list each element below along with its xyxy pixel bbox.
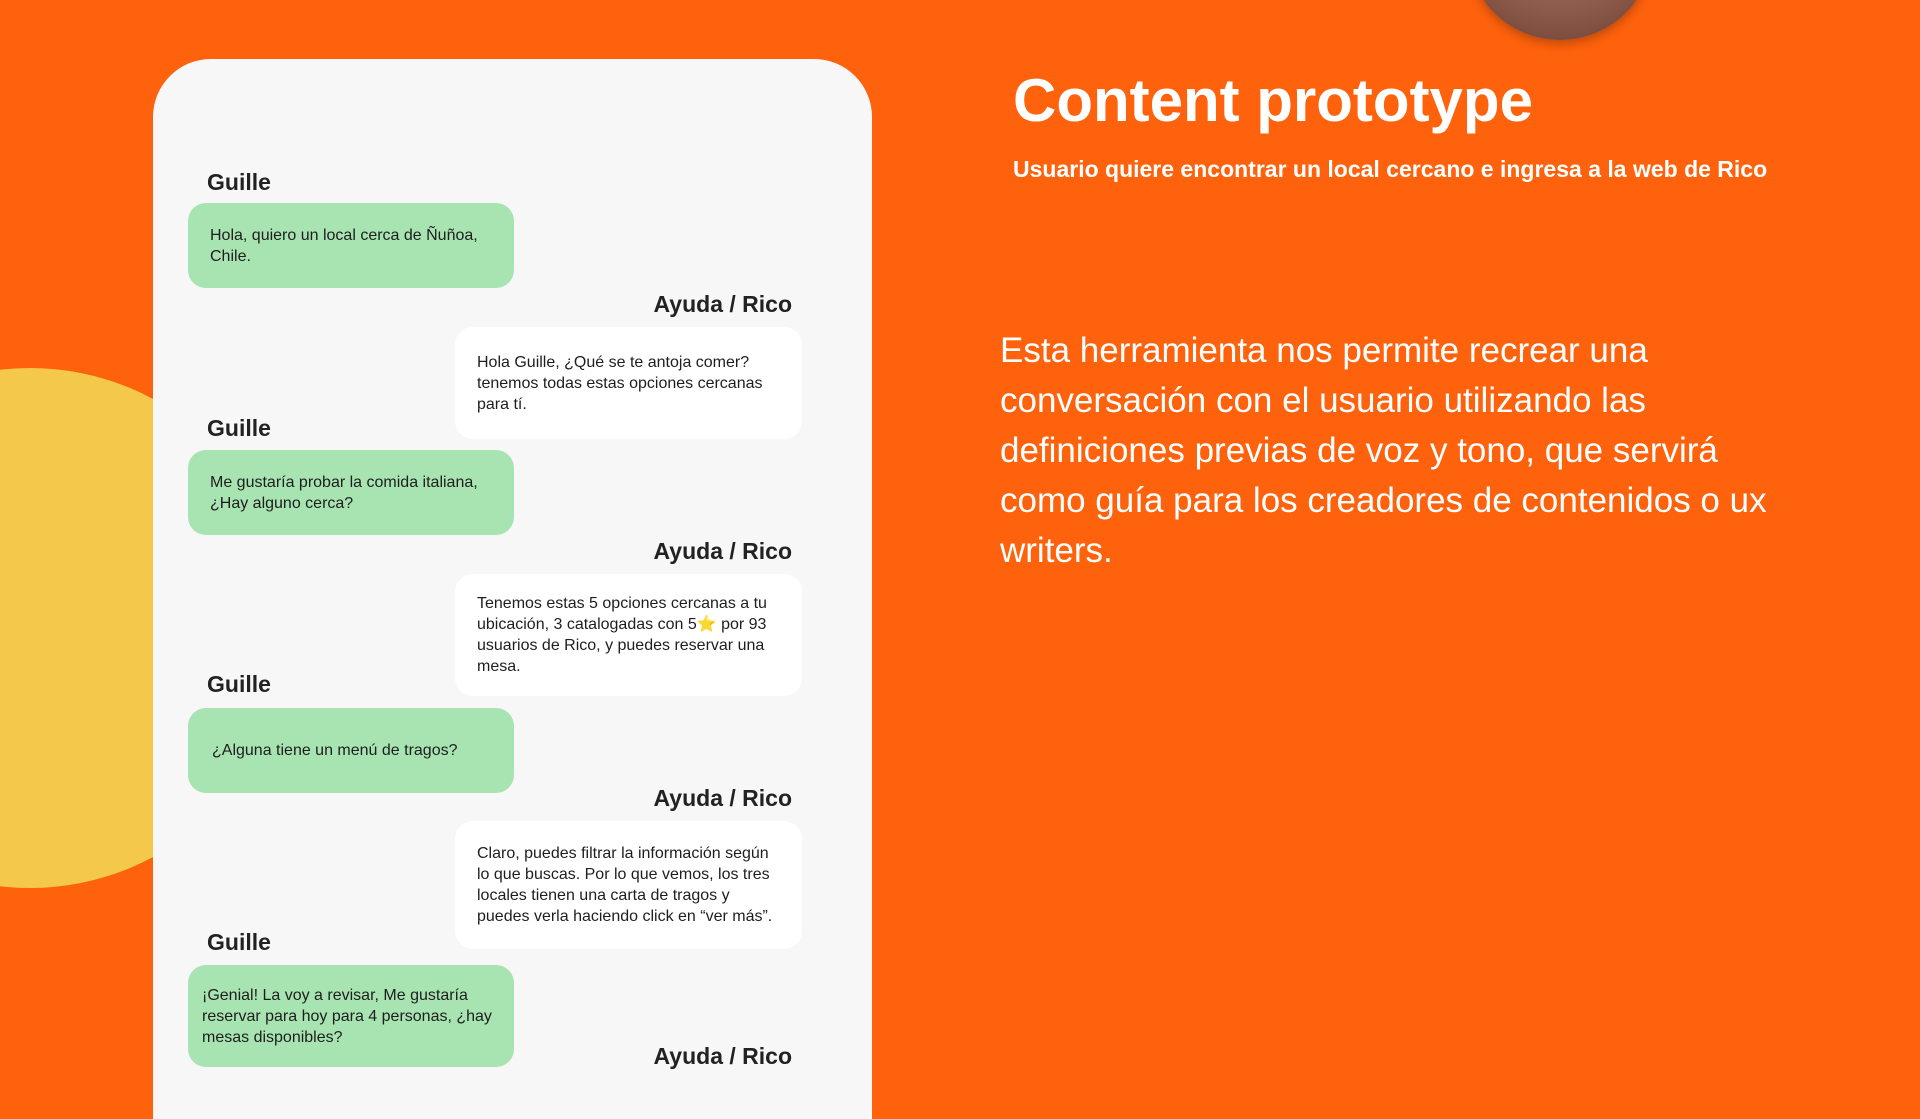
chat-bubble-bot [455,327,802,439]
message-text: ¡Genial! La voy a revisar, Me gustaría reservar para hoy para 4 personas, ¿hay mesas disponibles? [202,986,492,1046]
chat-bubble-user [188,708,514,793]
sender-label: Ayuda / Rico [653,785,792,811]
message-text: Me gustaría probar la comida italiana, ¿Hay alguno cerca? [210,473,478,512]
message-text: Tenemos estas 5 opciones cercanas a tu ubicación, 3 catalogadas con 5⭐ por 93 usuarios de Rico, y puedes reservar una mesa. [477,595,767,675]
message-text: Hola Guille, ¿Qué se te antoja comer? tenemos todas estas opciones cercanas para tí. [477,353,763,413]
message-text: ¿Alguna tiene un menú de tragos? [212,742,458,759]
sender-label: Guille [207,671,271,697]
sender-label: Ayuda / Rico [653,538,792,564]
chat-bubble-user [188,965,514,1067]
chat-bubble-bot [455,821,802,949]
sender-label: Ayuda / Rico [653,291,792,317]
chat-bubble-bot [455,574,802,696]
avatar [1470,0,1650,40]
sender-label: Guille [207,929,271,955]
chat-phone-mockup [153,59,872,1119]
message-text: Claro, puedes filtrar la información según lo que buscas. Por lo que vemos, los tres locales tienen una carta de tragos y puedes verla haciendo click en “ver más”. [477,845,773,925]
message-text: Hola, quiero un local cerca de Ñuñoa, Chile. [210,226,478,265]
page-subtitle: Usuario quiere encontrar un local cercano e ingresa a la web de Rico [1013,156,1768,182]
sender-label: Ayuda / Rico [653,1043,792,1069]
sender-label: Guille [207,169,271,195]
description-text: Esta herramienta nos permite recrear una conversación con el usuario utilizando las definiciones previas de voz y tono, que servirá como guía para los creadores de contenidos o ux writers. [1000,331,1767,570]
page-title: Content prototype [1013,67,1533,134]
chat-bubble-user [188,203,514,288]
sender-label: Guille [207,415,271,441]
chat-bubble-user [188,450,514,535]
